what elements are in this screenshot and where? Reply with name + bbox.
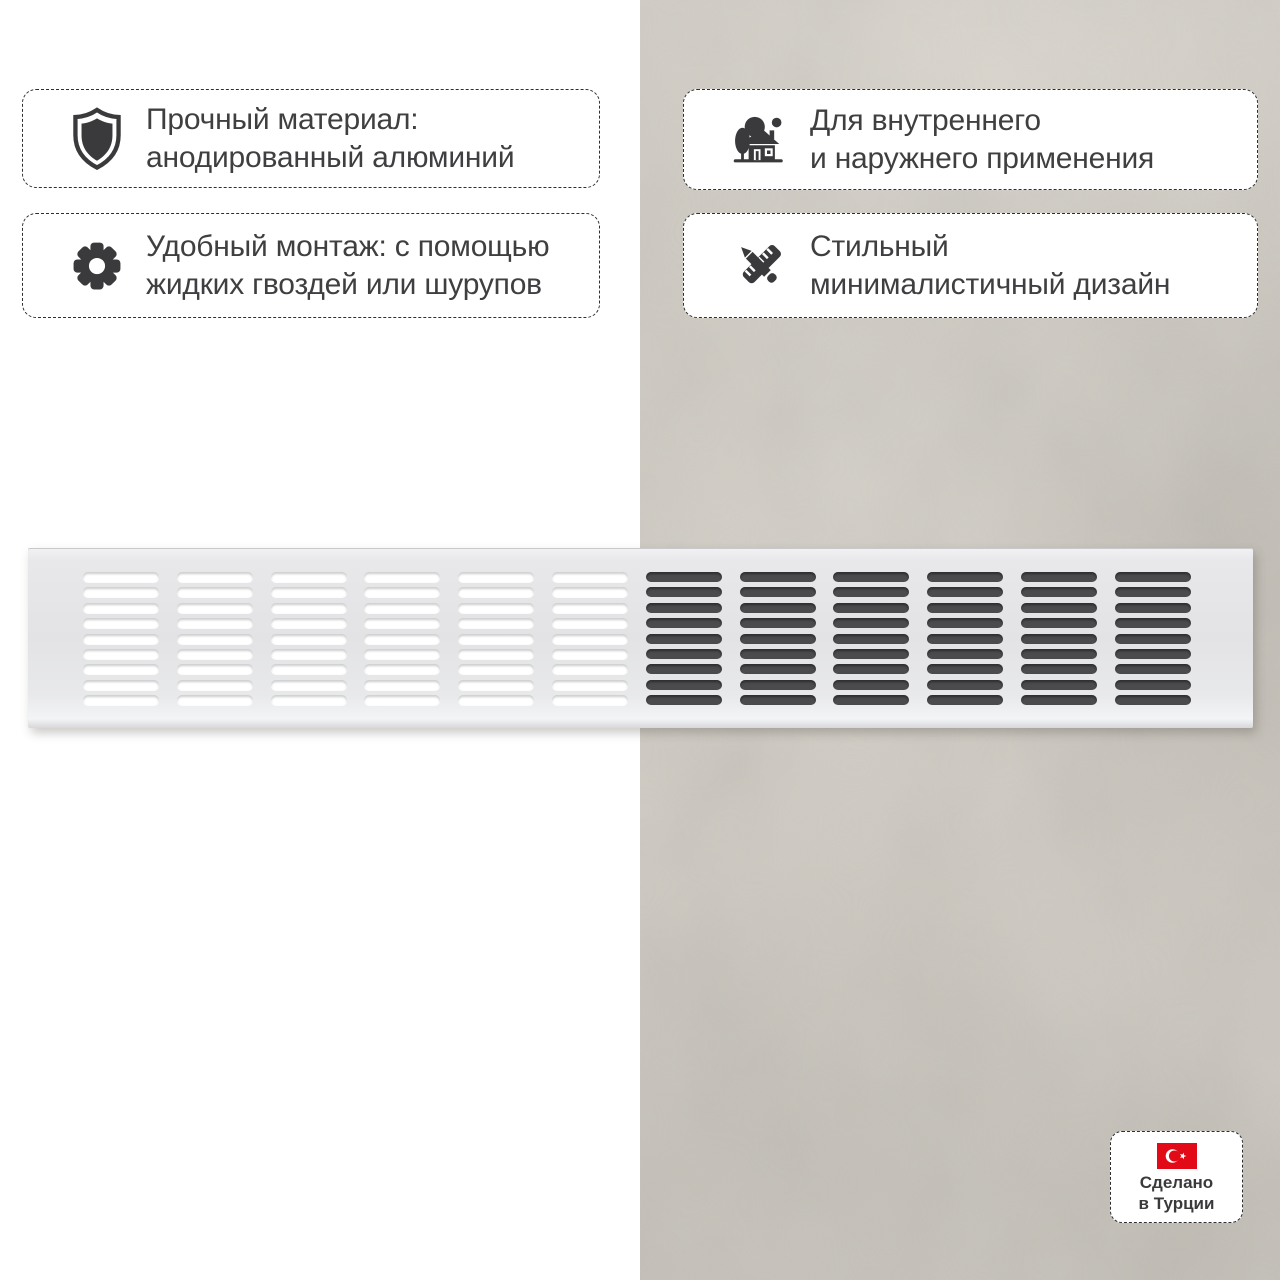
vent-slot: [927, 634, 1003, 644]
vent-slot: [740, 634, 816, 644]
vent-slot: [646, 680, 722, 690]
vent-slot: [458, 634, 534, 644]
feature-card-material: [22, 89, 600, 188]
vent-slot: [1021, 603, 1097, 613]
feature-text-design: [810, 228, 1170, 304]
vent-slot: [83, 664, 159, 674]
feature-line: минималистичный дизайн: [810, 267, 1171, 301]
vent-slot: [1115, 634, 1191, 644]
vent-slot: [177, 664, 253, 674]
vent-slot: [1021, 618, 1097, 628]
vent-slot: [1021, 695, 1097, 705]
vent-slot: [646, 634, 722, 644]
vent-slot: [271, 695, 347, 705]
vent-slot: [833, 664, 909, 674]
made-in-line1: Сделано: [1139, 1173, 1214, 1192]
vent-slot: [458, 680, 534, 690]
vent-slot: [833, 618, 909, 628]
vent-slot: [833, 695, 909, 705]
vent-slot: [927, 618, 1003, 628]
vent-slot: [364, 680, 440, 690]
vent-slot: [740, 618, 816, 628]
house-outdoor-icon: [732, 110, 788, 170]
vent-slot: [83, 603, 159, 613]
vent-slot: [83, 634, 159, 644]
vent-slot: [1115, 572, 1191, 582]
vent-slot: [833, 587, 909, 597]
vent-slot: [177, 695, 253, 705]
vent-slot: [271, 680, 347, 690]
vent-slot: [1115, 649, 1191, 659]
feature-card-mounting: [22, 213, 600, 318]
feature-text-usage: [810, 102, 1154, 178]
vent-slot: [833, 634, 909, 644]
vent-slot: [1021, 634, 1097, 644]
vent-slot: [83, 649, 159, 659]
vent-slot: [646, 695, 722, 705]
vent-slot: [552, 695, 628, 705]
feature-line: и наружнего применения: [810, 141, 1155, 175]
vent-slot: [646, 572, 722, 582]
vent-slot: [271, 649, 347, 659]
vent-slot: [927, 603, 1003, 613]
vent-slot: [927, 649, 1003, 659]
vent-slot: [740, 664, 816, 674]
made-in-turkey-badge: [1110, 1131, 1243, 1223]
vent-slot: [927, 587, 1003, 597]
vent-slot: [1021, 664, 1097, 674]
vent-slot: [177, 572, 253, 582]
vent-slot: [458, 572, 534, 582]
vent-slot: [552, 649, 628, 659]
vent-slot: [458, 664, 534, 674]
vent-slot: [364, 587, 440, 597]
vent-slot: [552, 618, 628, 628]
feature-line: жидких гвоздей или шурупов: [146, 267, 542, 301]
vent-grille-plate: [28, 548, 1253, 728]
vent-slot: [458, 695, 534, 705]
vent-slot: [927, 664, 1003, 674]
feature-line: анодированный алюминий: [146, 140, 515, 174]
vent-slot: [1115, 587, 1191, 597]
vent-slot: [271, 587, 347, 597]
vent-slot: [271, 572, 347, 582]
feature-line: Удобный монтаж: с помощью: [146, 229, 550, 263]
vent-slot: [927, 572, 1003, 582]
made-in-text: [1139, 1172, 1215, 1214]
vent-slot: [271, 634, 347, 644]
vent-slot: [552, 572, 628, 582]
vent-slot: [552, 603, 628, 613]
vent-slot: [1115, 664, 1191, 674]
vent-slot: [271, 603, 347, 613]
vent-slot: [271, 618, 347, 628]
vent-slot: [927, 695, 1003, 705]
vent-slot: [177, 618, 253, 628]
feature-text-mounting: [146, 228, 549, 304]
feature-line: Стильный: [810, 229, 949, 263]
vent-slot: [740, 649, 816, 659]
vent-slot: [1021, 572, 1097, 582]
vent-slot: [364, 649, 440, 659]
vent-slot: [1021, 649, 1097, 659]
vent-slot: [458, 649, 534, 659]
vent-slot: [364, 618, 440, 628]
vent-slot: [177, 587, 253, 597]
vent-slot: [1115, 680, 1191, 690]
vent-slot: [833, 680, 909, 690]
vent-slot: [552, 634, 628, 644]
vent-slot: [177, 680, 253, 690]
vent-slot: [833, 572, 909, 582]
vent-slot: [364, 572, 440, 582]
vent-slot: [458, 603, 534, 613]
shield-icon: [67, 107, 127, 171]
vent-slot: [1115, 603, 1191, 613]
vent-slot: [458, 618, 534, 628]
vent-slot: [552, 680, 628, 690]
vent-slot: [740, 680, 816, 690]
turkey-flag-icon: [1157, 1143, 1197, 1169]
feature-card-design: [683, 213, 1258, 318]
vent-slot: [364, 664, 440, 674]
vent-slot: [1115, 618, 1191, 628]
vent-slot: [271, 664, 347, 674]
vent-slot: [833, 603, 909, 613]
feature-line: Прочный материал:: [146, 102, 419, 136]
vent-slot: [364, 695, 440, 705]
vent-slot: [646, 603, 722, 613]
vent-slot: [1115, 695, 1191, 705]
vent-slot: [740, 572, 816, 582]
feature-line: Для внутреннего: [810, 103, 1041, 137]
vent-slot: [927, 680, 1003, 690]
vent-slot: [458, 587, 534, 597]
vent-slot: [1021, 587, 1097, 597]
vent-slot: [177, 634, 253, 644]
vent-slot: [364, 634, 440, 644]
vent-slot: [646, 587, 722, 597]
vent-slot: [552, 664, 628, 674]
vent-slot: [646, 649, 722, 659]
gear-icon: [67, 234, 127, 298]
vent-slot: [552, 587, 628, 597]
vent-slot: [646, 664, 722, 674]
vent-slot: [740, 587, 816, 597]
vent-slot: [1021, 680, 1097, 690]
vent-slot: [83, 572, 159, 582]
made-in-line2: в Турции: [1138, 1194, 1215, 1213]
vent-slot: [364, 603, 440, 613]
vent-slot: [177, 649, 253, 659]
vent-slot: [83, 695, 159, 705]
vent-slot: [83, 680, 159, 690]
vent-slot: [177, 603, 253, 613]
vent-slot: [740, 603, 816, 613]
feature-text-material: [146, 101, 514, 177]
vent-slot: [740, 695, 816, 705]
pencil-ruler-icon: [732, 236, 788, 296]
vent-slot: [83, 618, 159, 628]
vent-slot: [833, 649, 909, 659]
vent-slot: [646, 618, 722, 628]
vent-slot: [83, 587, 159, 597]
feature-card-usage: [683, 89, 1258, 190]
